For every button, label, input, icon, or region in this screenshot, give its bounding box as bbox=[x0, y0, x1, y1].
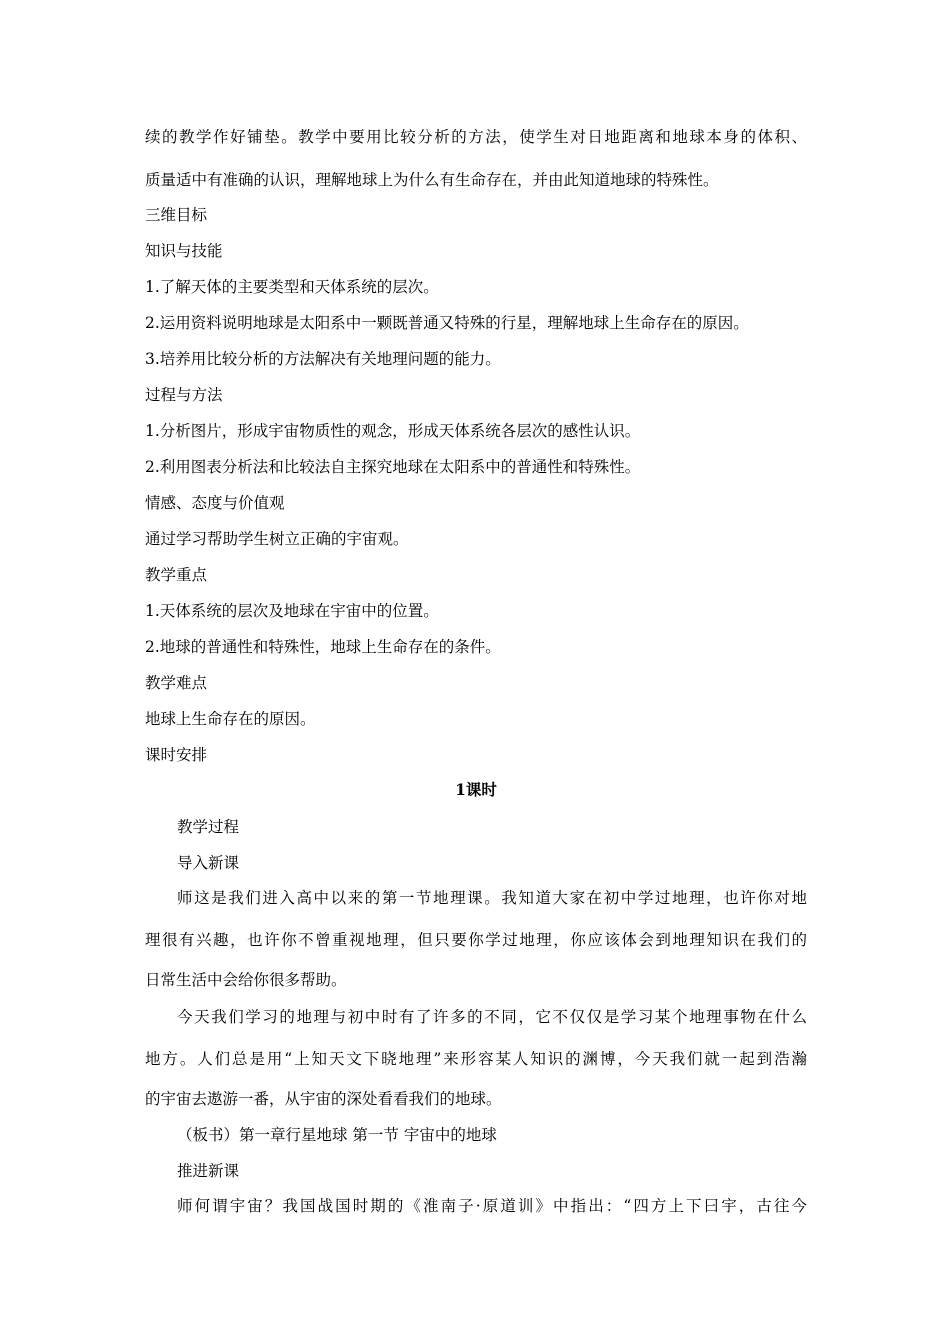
list-item: 1.分析图片，形成宇宙物质性的观念，形成天体系统各层次的感性认识。 bbox=[145, 422, 641, 440]
section-heading: 推进新课 bbox=[177, 1162, 240, 1180]
list-item: 2.地球的普通性和特殊性，地球上生命存在的条件。 bbox=[145, 638, 501, 656]
text-line: 地方。人们总是用“上知天文下晓地理”来形容某人知识的渊博，今天我们就一起到浩瀚 bbox=[145, 1050, 807, 1068]
list-item: 2.运用资料说明地球是太阳系中一颗既普通又特殊的行星，理解地球上生命存在的原因。 bbox=[145, 314, 749, 332]
text-line: 地球上生命存在的原因。 bbox=[145, 710, 316, 728]
text-line: 师这是我们进入高中以来的第一节地理课。我知道大家在初中学过地理，也许你对地 bbox=[177, 889, 807, 907]
text-line: 理很有兴趣，也许你不曾重视地理，但只要你学过地理，你应该体会到地理知识在我们的 bbox=[145, 931, 807, 949]
section-heading: 教学过程 bbox=[177, 818, 240, 836]
section-heading: 教学重点 bbox=[145, 566, 208, 584]
list-item: 1.天体系统的层次及地球在宇宙中的位置。 bbox=[145, 602, 439, 620]
section-heading: 知识与技能 bbox=[145, 242, 223, 260]
blackboard-heading: （板书）第一章行星地球 第一节 宇宙中的地球 bbox=[177, 1126, 497, 1144]
section-heading: 过程与方法 bbox=[145, 386, 223, 404]
section-heading: 导入新课 bbox=[177, 854, 240, 872]
text-line: 今天我们学习的地理与初中时有了许多的不同，它不仅仅是学习某个地理事物在什么 bbox=[177, 1008, 807, 1026]
section-heading: 教学难点 bbox=[145, 674, 208, 692]
list-item: 3.培养用比较分析的方法解决有关地理问题的能力。 bbox=[145, 350, 501, 368]
section-heading: 情感、态度与价值观 bbox=[145, 494, 285, 512]
section-heading: 三维目标 bbox=[145, 206, 208, 224]
text-line: 日常生活中会给你很多帮助。 bbox=[145, 971, 347, 989]
text-line: 续的教学作好铺垫。教学中要用比较分析的方法，使学生对日地距离和地球本身的体积、 bbox=[145, 128, 807, 146]
text-line: 通过学习帮助学生树立正确的宇宙观。 bbox=[145, 530, 409, 548]
list-item: 2.利用图表分析法和比较法自主探究地球在太阳系中的普通性和特殊性。 bbox=[145, 458, 641, 476]
section-heading: 课时安排 bbox=[145, 746, 208, 764]
text-line: 质量适中有准确的认识，理解地球上为什么有生命存在，并由此知道地球的特殊性。 bbox=[145, 171, 719, 189]
lesson-count-heading: 1课时 bbox=[455, 780, 497, 799]
text-line: 的宇宙去遨游一番，从宇宙的深处看看我们的地球。 bbox=[145, 1090, 502, 1108]
text-line: 师何谓宇宙？我国战国时期的《淮南子·原道训》中指出：“四方上下曰宇，古往今 bbox=[177, 1197, 807, 1215]
list-item: 1.了解天体的主要类型和天体系统的层次。 bbox=[145, 278, 439, 296]
